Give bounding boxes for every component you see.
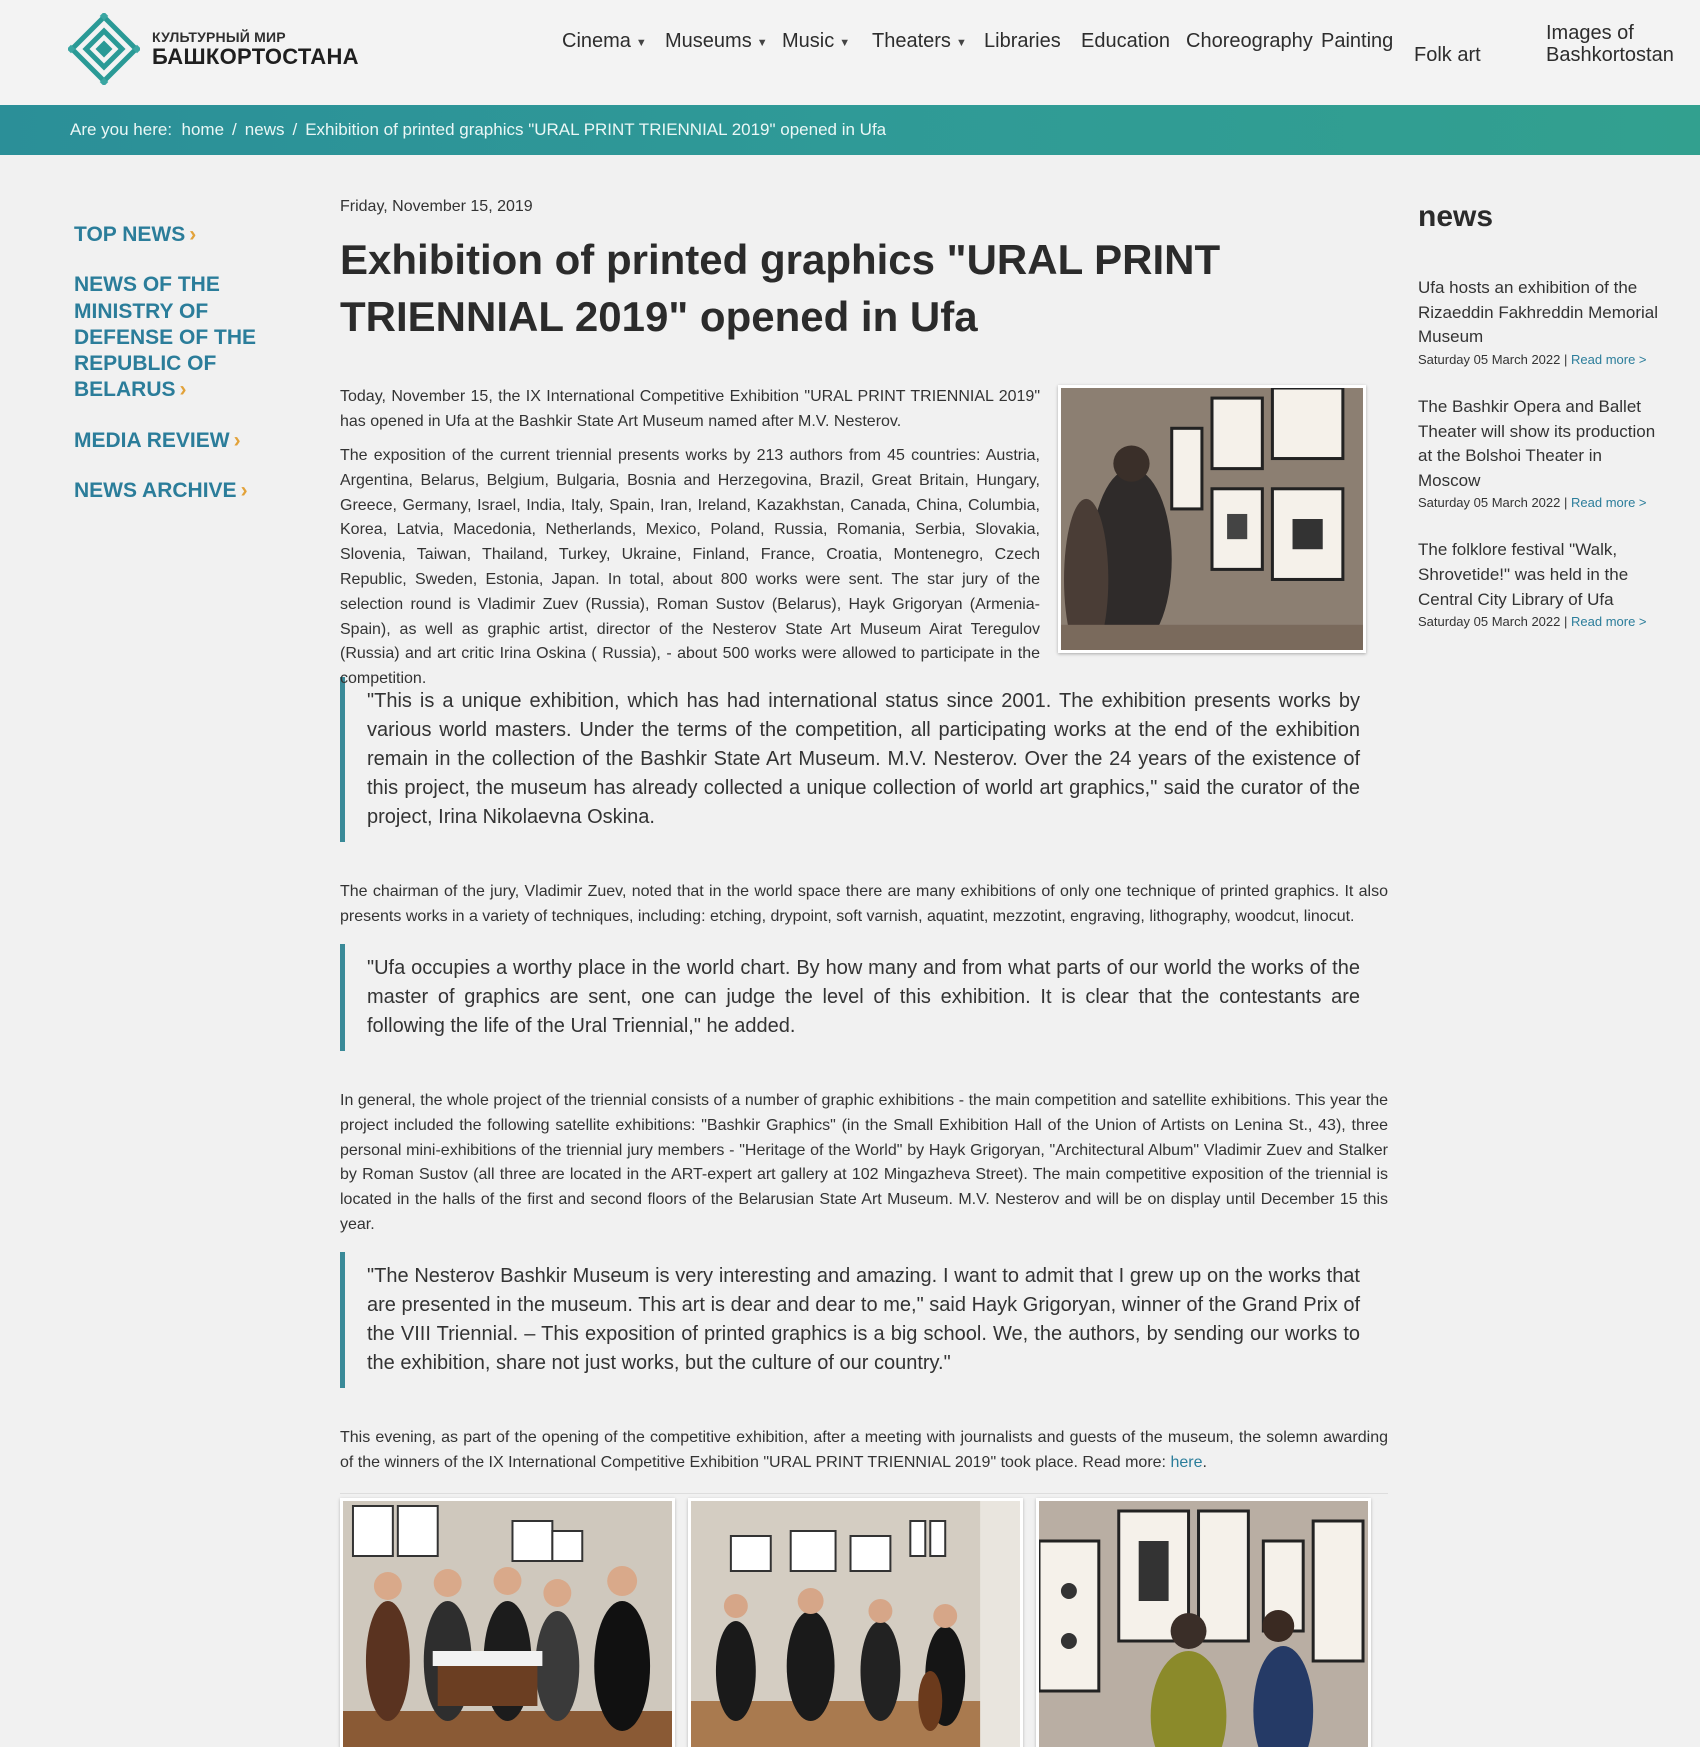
gallery-photo[interactable] [340,1498,675,1747]
chevron-right-icon: › [189,223,197,246]
nav-education[interactable] [1081,30,1170,53]
breadcrumb-current: Exhibition of printed graphics "URAL PRINT TRIENNIAL 2019" opened in Ufa [305,120,887,139]
chevron-down-icon: ▼ [635,37,647,49]
news-item-title[interactable]: The folklore festival "Walk, Shrovetide!" was held in the Central City Library of Ufa [1418,540,1629,609]
sidebar-item-top-news[interactable] [74,222,304,248]
read-more-link[interactable]: here [1170,1453,1203,1471]
article-title: Exhibition of printed graphics "URAL PRINT TRIENNIAL 2019" opened in Ufa [340,236,1221,340]
read-more-link[interactable]: Read more > [1571,351,1647,367]
left-sidebar [74,222,304,528]
news-item-date: Saturday 05 March 2022 [1418,495,1561,511]
breadcrumb-separator: / [292,120,298,139]
nav-folk-art[interactable] [1414,44,1481,67]
news-item [1418,395,1658,511]
nav-music[interactable] [782,30,850,53]
nav-painting[interactable] [1321,30,1393,53]
blockquote: "This is a unique exhibition, which has had international status since 2001. The exhibition presents works by various world masters. Under the terms of the competition, all participating works at the end of the exhibition remain in the collection of the Bashkir State Art Museum. M.V. Nesterov. Over the 24 years of the existence of this project, the museum has already collected a unique collection of world art graphics," said the curator of the project, Irina Nikolaevna Oskina. [340,677,1370,842]
paragraph-read-more [340,1426,1388,1476]
nav-theaters[interactable] [872,30,967,53]
news-item-date: Saturday 05 March 2022 [1418,614,1561,630]
site-header [0,0,1700,105]
news-item-meta [1418,495,1658,510]
article-photo[interactable] [1058,385,1366,653]
news-item-separator: | [1564,614,1568,630]
blockquote: "Ufa occupies a worthy place in the world chart. By how many and from what parts of our world the works of the master of graphics are sent, one can judge the level of this exhibition. It is clear that the contestants are following the life of the Ural Triennial," he added. [340,944,1370,1051]
sidebar-item-media-review[interactable] [74,428,304,454]
logo-line-2: БАШКОРТОСТАНА [152,43,359,69]
intro-text [340,385,1040,701]
logo-line-1: КУЛЬТУРНЫЙ МИР [152,29,286,46]
chevron-right-icon: › [233,428,241,452]
news-item-separator: | [1564,351,1568,367]
chevron-right-icon: › [240,478,248,502]
nav-libraries-label: Libraries [984,30,1061,52]
sidebar-item-label: MEDIA REVIEW [74,428,230,452]
photo-gallery [340,1493,1388,1747]
article [340,198,1388,1747]
news-item-title[interactable]: Ufa hosts an exhibition of the Rizaeddin Fakhreddin Memorial Museum [1418,278,1659,347]
breadcrumb-prefix: Are you here: [70,120,173,139]
read-more-link[interactable]: Read more > [1571,614,1647,630]
paragraph: The exposition of the current triennial presents works by 213 authors from 45 countries: Austria, Argentina, Belarus, Belgium, Bulgaria, Bosnia and Herzegovina, Brazil, Great Britain, Hungary, Greece, Germany, Israel, India, Italy, Spain, Iran, Ireland, Kazakhstan, Canada, China, Columbia, Korea, Latvia, Macedonia, Netherlands, Mexico, Poland, Russia, Romania, Serbia, Slovakia, Slovenia, Taiwan, Thailand, Turkey, Ukraine, Finland, France, Croatia, Montenegro, Czech Republic, Sweden, Estonia, Japan. In total, about 800 works were sent. The star jury of the selection round is Vladimir Zuev (Russia), Roman Sustov (Belarus), Hayk Grigoryan (Armenia-Spain), as well as graphic artist, director of the Nesterov State Art Museum Airat Teregulov (Russia) and art critic Irina Oskina ( Russia), - about 500 works were allowed to participate in the competition. [340,446,1040,688]
paragraph: The chairman of the jury, Vladimir Zuev, noted that in the world space there are many exhibitions of only one technique of printed graphics. It also presents works in a variety of techniques, including: etching, drypoint, soft varnish, aquatint, mezzotint, engraving, lithography, woodcut, linocut. [340,883,1388,926]
paragraph: Today, November 15, the IX International Competitive Exhibition "URAL PRINT TRIENNIAL 2019" has opened in Ufa at the Bashkir State Art Museum named after M.V. Nesterov. [340,388,1040,431]
read-more-link[interactable]: Read more > [1571,495,1647,511]
paragraph-end: . [1202,1453,1207,1471]
article-intro [340,385,1388,688]
nav-theaters-label: Theaters [872,30,951,52]
paragraph: In general, the whole project of the triennial consists of a number of graphic exhibitions - the main competition and satellite exhibitions. This year the project included the following satellite exhibitions: "Bashkir Graphics" (in the Small Exhibition Hall of the Union of Artists on Lenina St., 43), three personal mini-exhibitions of the triennial jury members - "Heritage of the World" by Hayk Grigoryan, "Architectural Album" Vladimir Zuev and Stalker by Roman Sustov (all three are located in the ART-expert art gallery at 102 Mingazheva Street). The main competitive exposition of the triennial is located in the halls of the first and second floors of the Belarusian State Art Museum. M.V. Nesterov and will be on display until December 15 this year. [340,1091,1388,1233]
gallery-photo[interactable] [1036,1498,1371,1747]
news-item [1418,538,1658,629]
chevron-down-icon: ▼ [955,37,967,49]
gallery-visitors-photo-image [1039,1501,1368,1747]
nav-education-label: Education [1081,30,1170,52]
sidebar-item-label: NEWS ARCHIVE [74,478,237,502]
nav-music-label: Music [782,30,835,52]
nav-painting-label: Painting [1321,30,1394,52]
gallery-photo[interactable] [688,1498,1023,1747]
nav-choreography-label: Choreography [1186,30,1313,52]
breadcrumb-news[interactable]: news [244,120,285,139]
news-item-meta [1418,614,1658,629]
nav-images-of-bashkortostan[interactable] [1546,22,1674,66]
string-quartet-photo-image [691,1501,1020,1747]
nav-images-line-2: Bashkortostan [1546,44,1674,66]
chevron-down-icon: ▼ [756,37,768,49]
news-item-title[interactable]: The Bashkir Opera and Ballet Theater will show its production at the Bolshoi Theater in Moscow [1418,396,1656,490]
news-sidebar [1418,200,1658,657]
nav-libraries[interactable] [984,30,1061,53]
article-date: Friday, November 15, 2019 [340,198,533,215]
breadcrumb-home[interactable]: home [181,120,225,139]
news-item-separator: | [1564,495,1568,511]
paragraph-text: This evening, as part of the opening of the competitive exhibition, after a meeting with journalists and guests of the museum, the solemn awarding of the winners of the IX International Competitive Exhibition "URAL PRINT TRIENNIAL 2019" took place. Read more: [340,1428,1388,1471]
sidebar-item-news-archive[interactable] [74,478,304,504]
nav-folk-art-label: Folk art [1414,44,1481,66]
nav-cinema-label: Cinema [562,30,631,52]
breadcrumb [0,105,1700,155]
news-heading: news [1418,200,1494,233]
sidebar-item-label: NEWS OF THE MINISTRY OF DEFENSE OF THE REPUBLIC OF BELARUS [74,273,257,402]
nav-choreography[interactable] [1186,30,1313,53]
news-item [1418,276,1658,367]
main-nav [0,0,1700,105]
exhibition-photo-image [1061,388,1363,650]
breadcrumb-separator: / [232,120,237,139]
press-conference-photo-image [343,1501,672,1747]
nav-museums-label: Museums [665,30,752,52]
blockquote: "The Nesterov Bashkir Museum is very interesting and amazing. I want to admit that I grew up on the works that are presented in the museum. This art is dear and dear to me," said Hayk Grigoryan, winner of the Grand Prix of the VIII Triennial. – This exposition of printed graphics is a big school. We, the authors, by sending our works to the exhibition, share not just works, but the culture of our country." [340,1252,1370,1388]
sidebar-item-label: TOP NEWS [74,223,186,246]
news-item-meta [1418,352,1658,367]
chevron-right-icon: › [179,378,187,402]
sidebar-item-ministry-news[interactable] [74,272,304,403]
nav-museums[interactable] [665,30,768,53]
chevron-down-icon: ▼ [839,37,851,49]
nav-cinema[interactable] [562,30,647,53]
news-item-date: Saturday 05 March 2022 [1418,351,1561,367]
nav-images-line-1: Images of [1546,22,1634,44]
